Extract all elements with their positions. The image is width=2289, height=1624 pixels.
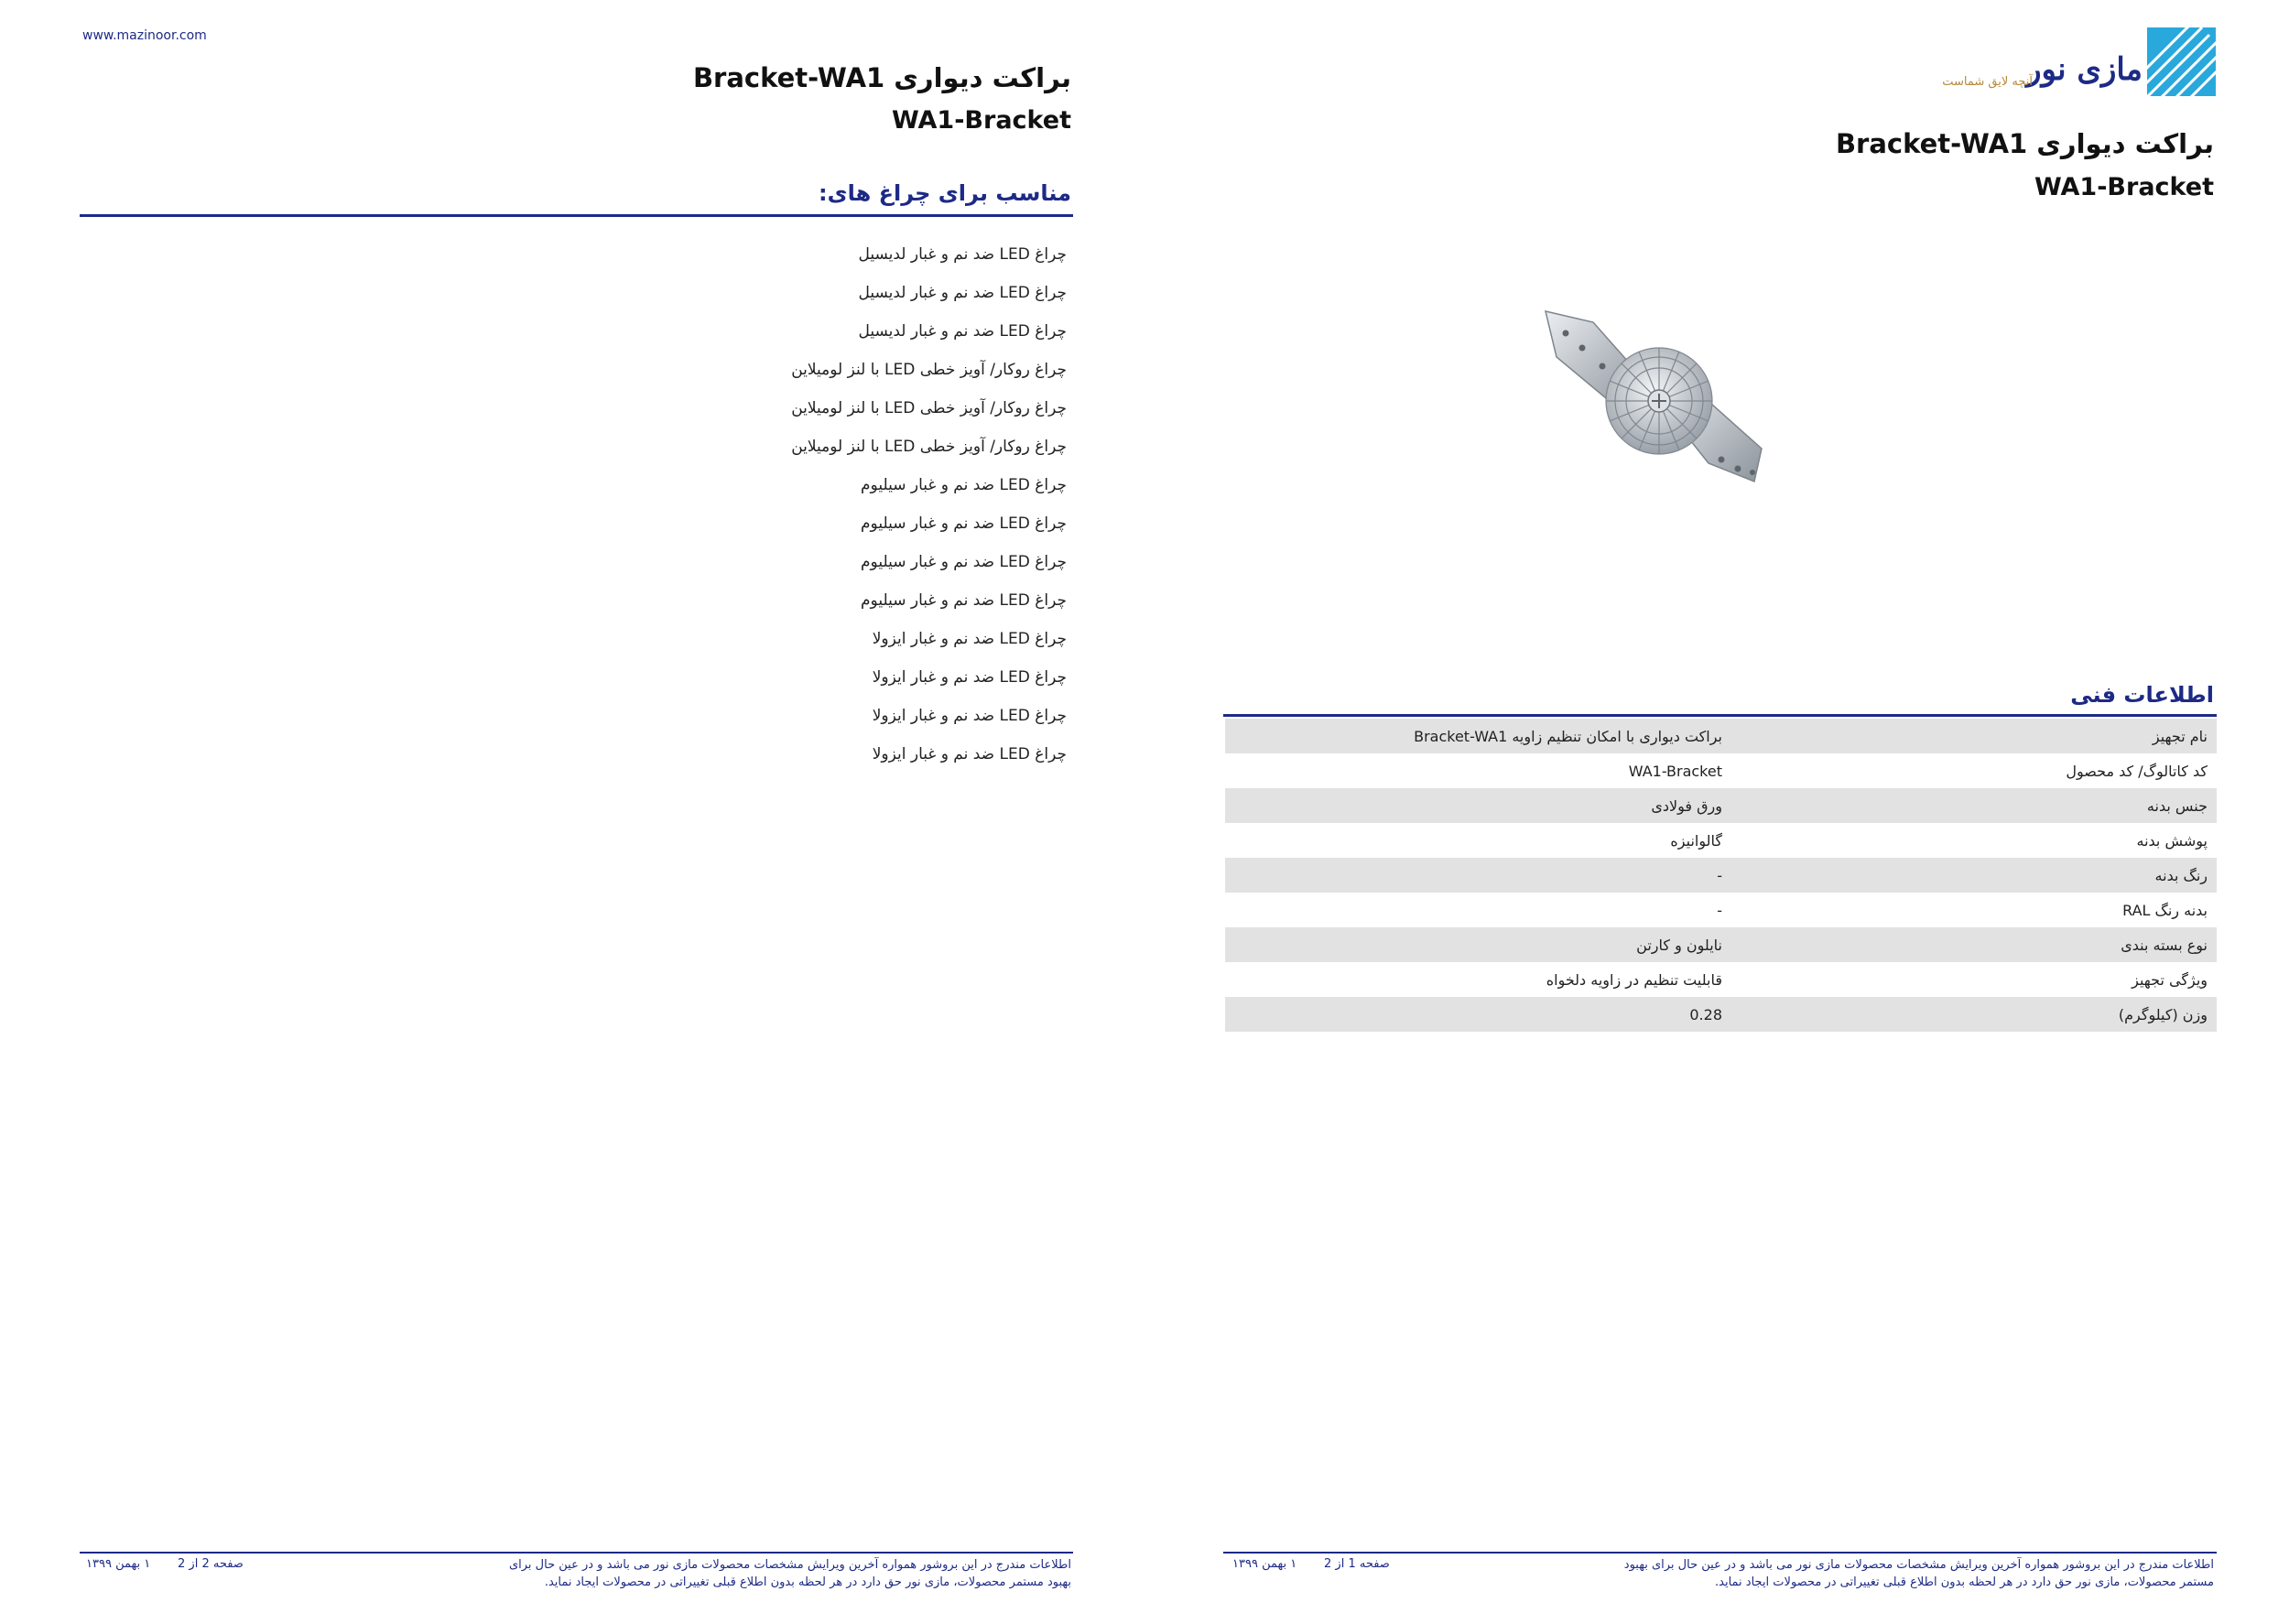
brochure-page-1 xyxy=(1144,0,2289,1624)
table-row xyxy=(1225,962,2217,997)
list-item: چراغ روکار/ آویز خطی LED با لنز لومیلاین xyxy=(791,361,1067,379)
list-item: چراغ روکار/ آویز خطی LED با لنز لومیلاین xyxy=(791,438,1067,456)
list-item: چراغ LED ضد نم و غبار سیلیوم xyxy=(861,553,1067,571)
spec-label: بدنه رنگ RAL xyxy=(2122,901,2208,919)
list-item: چراغ LED ضد نم و غبار سیلیوم xyxy=(861,514,1067,533)
table-row xyxy=(1225,823,2217,858)
brand-tagline: آنچه لایق شماست xyxy=(1942,75,2033,89)
product-title-persian: براکت دیواری Bracket-WA1 xyxy=(692,62,1071,93)
table-row xyxy=(1225,753,2217,788)
list-item: چراغ LED ضد نم و غبار ایزولا xyxy=(872,707,1067,725)
footer-page-number: صفحه 1 از 2 xyxy=(1324,1557,1390,1571)
footer-date: ۱ بهمن ۱۳۹۹ xyxy=(86,1557,151,1571)
spec-label: نوع بسته بندی xyxy=(2121,936,2208,954)
list-item: چراغ LED ضد نم و غبار سیلیوم xyxy=(861,591,1067,610)
product-title-persian: براکت دیواری Bracket-WA1 xyxy=(1835,128,2214,159)
spec-value: ورق فولادی xyxy=(1651,796,1722,815)
spec-label: پوشش بدنه xyxy=(2136,831,2208,850)
spec-value: قابلیت تنظیم در زاویه دلخواه xyxy=(1546,970,1722,989)
brand-logo-wordmark: مازی نور xyxy=(2026,51,2143,88)
spec-label: وزن (کیلوگرم) xyxy=(2118,1005,2208,1023)
technical-spec-table xyxy=(1225,719,2217,1032)
suitable-for-heading: مناسب برای چراغ های: xyxy=(819,180,1071,206)
spec-label: کد کاتالوگ/ کد محصول xyxy=(2066,762,2208,780)
table-row xyxy=(1225,719,2217,753)
list-item: چراغ روکار/ آویز خطی LED با لنز لومیلاین xyxy=(791,399,1067,417)
list-item: چراغ LED ضد نم و غبار لدیسیل xyxy=(858,322,1067,341)
footer-divider xyxy=(1223,1552,2217,1554)
list-item: چراغ LED ضد نم و غبار ایزولا xyxy=(872,630,1067,648)
list-item: چراغ LED ضد نم و غبار لدیسیل xyxy=(858,284,1067,302)
footer-disclaimer: اطلاعات مندرج در این بروشور همواره آخرین ویرایش مشخصات محصولات مازی نور می باشد و در عین حال برای بهبود مستمر محصولات، مازی نور حق دارد در هر لحظه بدون اطلاع قبلی تغییراتی در محصولات ایجاد نماید. xyxy=(1623,1558,2214,1589)
technical-info-heading: اطلاعات فنی xyxy=(2070,682,2214,708)
footer-date: ۱ بهمن ۱۳۹۹ xyxy=(1232,1557,1297,1571)
footer-disclaimer: اطلاعات مندرج در این بروشور همواره آخرین ویرایش مشخصات محصولات مازی نور می باشد و در عین حال برای بهبود مستمر محصولات، مازی نور حق دارد در هر لحظه بدون اطلاع قبلی تغییراتی در محصولات ایجاد نماید. xyxy=(508,1558,1071,1589)
footer-page-number: صفحه 2 از 2 xyxy=(178,1557,244,1571)
bracket-illustration xyxy=(1538,302,1776,540)
product-title-english: WA1-Bracket xyxy=(2034,173,2214,201)
table-row xyxy=(1225,893,2217,927)
product-image xyxy=(1538,302,1776,540)
table-row xyxy=(1225,788,2217,823)
website-url[interactable]: www.mazinoor.com xyxy=(82,28,207,43)
list-item: چراغ LED ضد نم و غبار لدیسیل xyxy=(858,245,1067,264)
spec-value: - xyxy=(1717,901,1722,919)
table-row xyxy=(1225,858,2217,893)
section-divider xyxy=(80,214,1073,217)
footer-divider xyxy=(80,1552,1073,1554)
brand-logo-mark xyxy=(2147,27,2216,96)
product-title-english: WA1-Bracket xyxy=(891,106,1071,135)
spec-label: ویژگی تجهیز xyxy=(2132,970,2208,989)
spec-label: جنس بدنه xyxy=(2146,796,2208,815)
list-item: چراغ LED ضد نم و غبار ایزولا xyxy=(872,668,1067,687)
spec-label: نام تجهیز xyxy=(2152,727,2208,745)
list-item: چراغ LED ضد نم و غبار سیلیوم xyxy=(861,476,1067,494)
spec-value: - xyxy=(1717,866,1722,884)
spec-value: 0.28 xyxy=(1689,1005,1722,1023)
spec-value: WA1-Bracket xyxy=(1628,762,1722,780)
suitable-luminaires-list xyxy=(426,235,1067,774)
spec-value: براکت دیواری با امکان تنظیم زاویه Bracket-WA1 xyxy=(1414,727,1722,745)
spec-value: نایلون و کارتن xyxy=(1636,936,1722,954)
section-divider xyxy=(1223,714,2217,717)
brand-logo-icon xyxy=(2147,27,2216,96)
table-row xyxy=(1225,997,2217,1032)
spec-label: رنگ بدنه xyxy=(2154,866,2208,884)
list-item: چراغ LED ضد نم و غبار ایزولا xyxy=(872,745,1067,763)
spec-value: گالوانیزه xyxy=(1670,831,1722,850)
brochure-page-2 xyxy=(0,0,1144,1624)
table-row xyxy=(1225,927,2217,962)
